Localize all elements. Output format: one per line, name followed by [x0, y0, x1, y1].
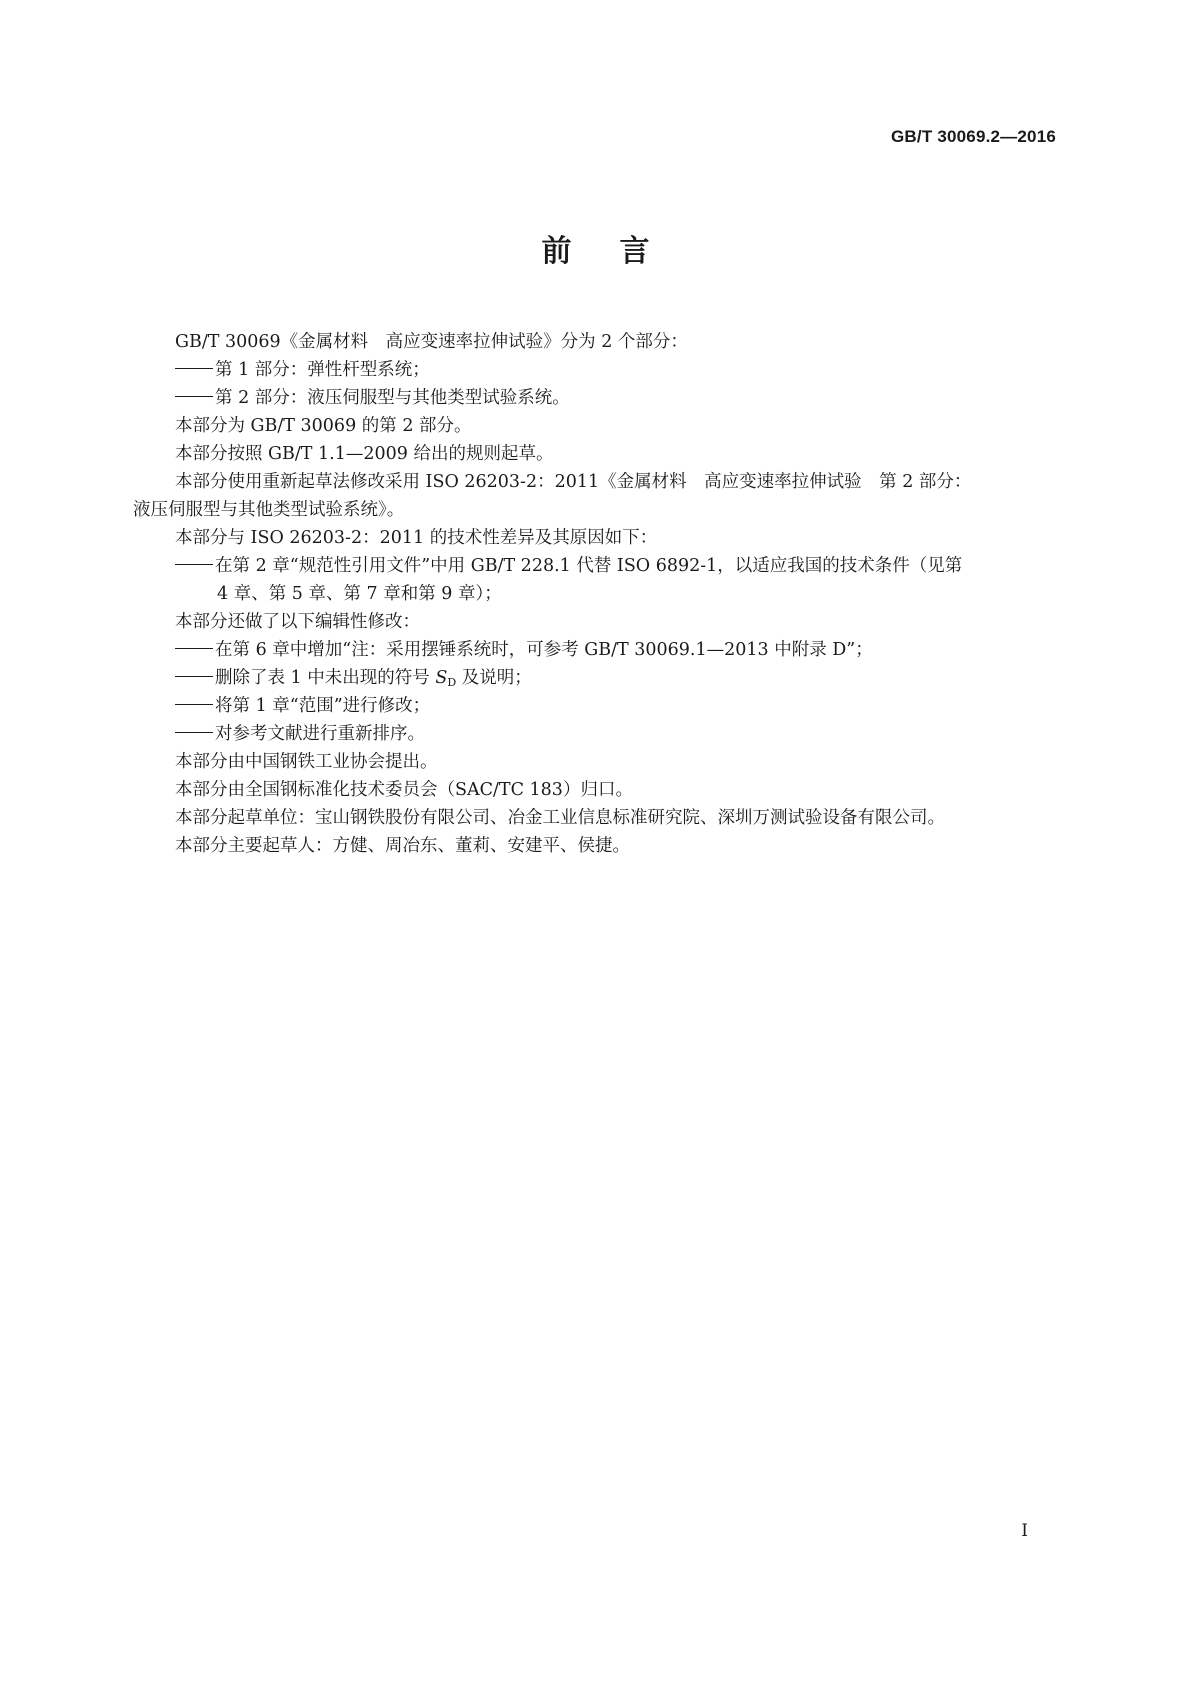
paragraph-adoption-line1: 本部分使用重新起草法修改采用 ISO 26203-2：2011《金属材料 高应变速率拉伸试验 第 2 部分： — [175, 472, 972, 492]
list-item — [133, 664, 1060, 692]
dash-bullet — [175, 676, 213, 677]
foreword-body — [133, 328, 1060, 860]
list-item-text: 对参考文献进行重新排序。 — [215, 724, 425, 744]
dash-bullet — [175, 648, 213, 649]
dash-bullet — [175, 368, 213, 369]
list-item-continuation: 4 章、第 5 章、第 7 章和第 9 章）； — [217, 584, 502, 604]
paragraph-parts-intro: GB/T 30069《金属材料 高应变速率拉伸试验》分为 2 个部分： — [175, 332, 688, 352]
paragraph-technical-differences: 本部分与 ISO 26203-2：2011 的技术性差异及其原因如下： — [175, 528, 658, 548]
paragraph-drafting-rules: 本部分按照 GB/T 1.1—2009 给出的规则起草。 — [175, 444, 554, 464]
dash-bullet — [175, 732, 213, 733]
paragraph-adoption-line2: 液压伺服型与其他类型试验系统》。 — [133, 500, 405, 520]
list-item — [133, 356, 1060, 384]
list-item — [133, 384, 1060, 412]
list-item-text-tail: 及说明； — [456, 668, 532, 688]
paragraph-drafting-units: 本部分起草单位：宝山钢铁股份有限公司、冶金工业信息标准研究院、深圳万测试验设备有限公司。 — [175, 808, 945, 828]
list-item — [133, 720, 1060, 748]
list-item-text: 第 1 部分：弹性杆型系统； — [215, 360, 430, 380]
list-item-text: 将第 1 章“范围”进行修改； — [215, 696, 431, 716]
list-item-text: 删除了表 1 中未出现的符号 — [215, 668, 436, 688]
list-item — [133, 552, 1060, 580]
dash-bullet — [175, 396, 213, 397]
list-item-text: 在第 6 章中增加“注：采用摆锤系统时，可参考 GB/T 30069.1—2013 中附录 D”； — [215, 640, 873, 660]
dash-bullet — [175, 704, 213, 705]
symbol-subscript: D — [447, 676, 457, 689]
dash-bullet — [175, 564, 213, 565]
standard-number: GB/T 30069.2—2016 — [891, 127, 1056, 146]
paragraph-part-statement: 本部分为 GB/T 30069 的第 2 部分。 — [175, 416, 472, 436]
list-item — [133, 636, 1060, 664]
list-item — [133, 692, 1060, 720]
symbol-s: S — [435, 668, 448, 688]
paragraph-drafters: 本部分主要起草人：方健、周冶东、董莉、安建平、侯捷。 — [175, 836, 630, 856]
paragraph-committee: 本部分由全国钢标准化技术委员会（SAC/TC 183）归口。 — [175, 780, 633, 800]
paragraph-proposer: 本部分由中国钢铁工业协会提出。 — [175, 752, 438, 772]
page-number: I — [1021, 1521, 1028, 1541]
list-item-text: 第 2 部分：液压伺服型与其他类型试验系统。 — [215, 388, 570, 408]
page-title: 前言 — [541, 234, 698, 269]
paragraph-editorial-changes: 本部分还做了以下编辑性修改： — [175, 612, 420, 632]
list-item-text: 在第 2 章“规范性引用文件”中用 GB/T 228.1 代替 ISO 6892-1，以适应我国的技术条件（见第 — [215, 556, 963, 576]
